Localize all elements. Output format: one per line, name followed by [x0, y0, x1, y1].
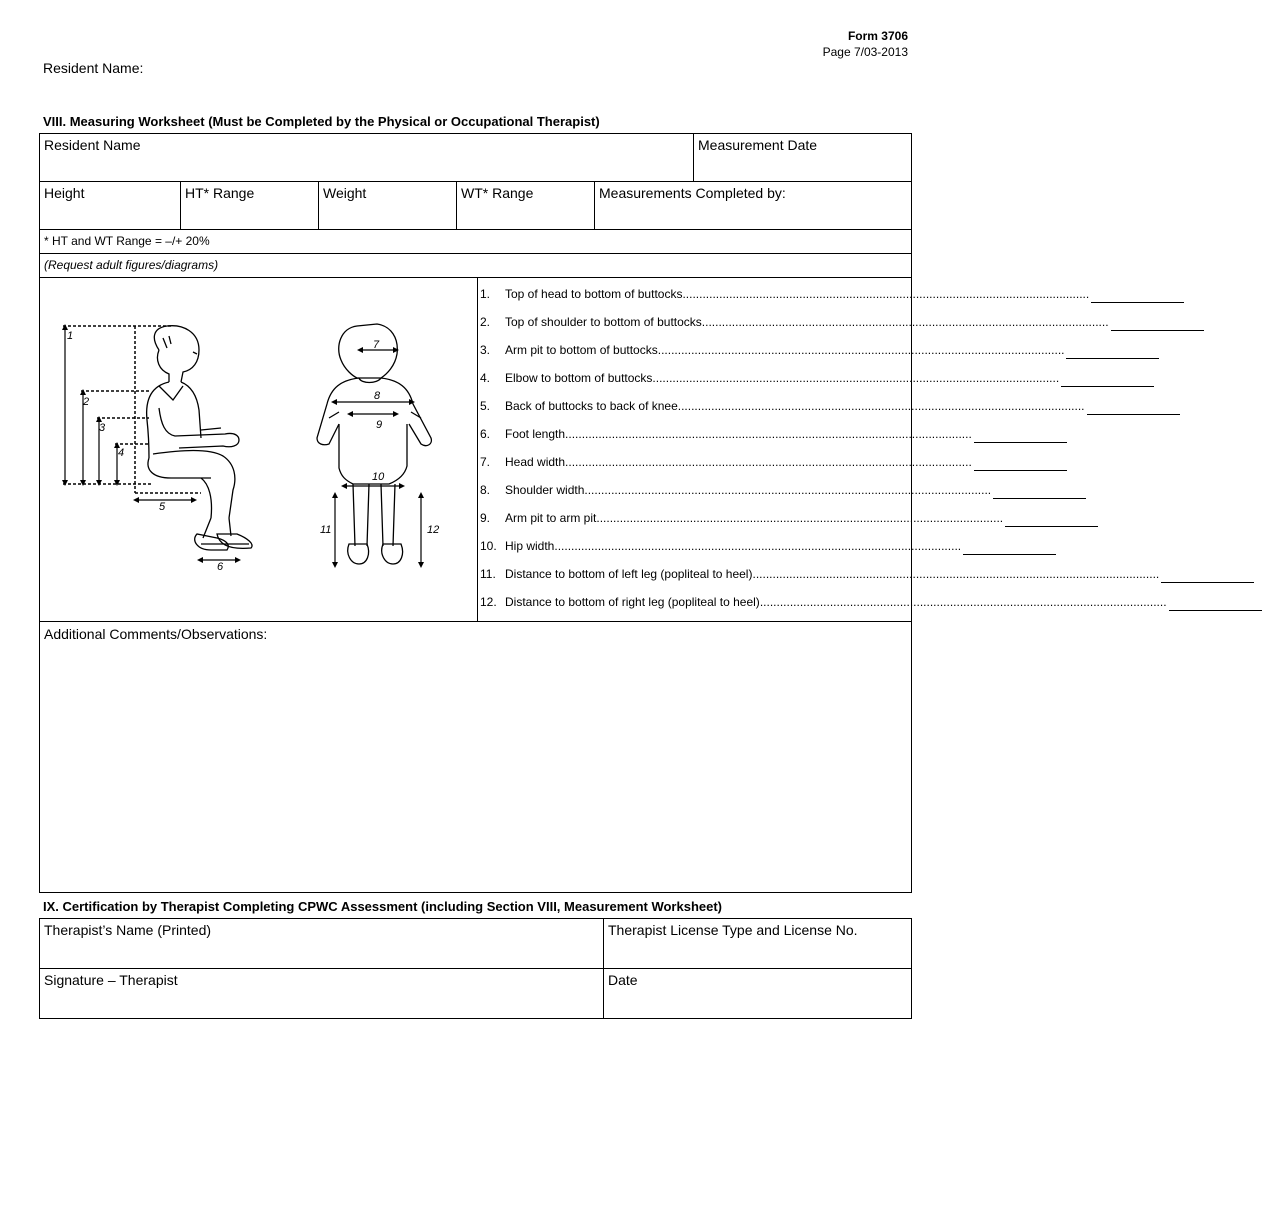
diagram-label: 7 [373, 339, 380, 351]
resident-name-label: Resident Name [44, 137, 141, 153]
range-note: * HT and WT Range = –/+ 20% [44, 234, 210, 248]
request-note: (Request adult figures/diagrams) [44, 258, 219, 272]
measurement-value-blank[interactable] [974, 427, 1067, 443]
measurement-item [480, 315, 1109, 343]
leader-dots: .......................................................................................................................... [584, 483, 992, 497]
measurement-value-blank[interactable] [1087, 399, 1180, 415]
measurement-figures-diagram [41, 278, 475, 618]
measurement-label: Elbow to bottom of buttocks [505, 371, 653, 385]
diagram-label: 1 [67, 330, 74, 342]
therapist-name-label: Therapist’s Name (Printed) [44, 922, 212, 938]
measurement-number: 6. [480, 427, 491, 441]
date-label: Date [608, 972, 638, 988]
measurement-label: Foot length [505, 427, 566, 441]
certification-table [39, 918, 912, 1019]
measurement-list [480, 287, 1167, 623]
measurement-number: 7. [480, 455, 491, 469]
resident-name-field[interactable] [40, 134, 694, 182]
measurement-item [480, 287, 1090, 315]
wt-range-field[interactable] [457, 182, 595, 230]
weight-label: Weight [323, 185, 367, 201]
diagram-label: 6 [217, 561, 224, 573]
leader-dots: .......................................................................................................................... [752, 567, 1160, 581]
measurement-item [480, 539, 962, 567]
measurement-item [480, 371, 1060, 399]
measurement-item [480, 399, 1085, 427]
leader-dots: .......................................................................................................................... [759, 595, 1167, 609]
leader-dots: .......................................................................................................................... [682, 287, 1090, 301]
measurement-number: 3. [480, 343, 491, 357]
measurement-value-blank[interactable] [963, 539, 1056, 555]
diagram-label: 2 [83, 396, 90, 408]
height-label: Height [44, 185, 85, 201]
measurement-item [480, 455, 972, 483]
seated-figure-side-view [147, 326, 252, 550]
date-field[interactable] [604, 969, 911, 1018]
measurement-value-blank[interactable] [1066, 343, 1159, 359]
measurement-value-blank[interactable] [1005, 511, 1098, 527]
leader-dots: .......................................................................................................................... [565, 455, 972, 469]
leader-dots: .......................................................................................................................... [554, 539, 962, 553]
measurement-item [480, 595, 1167, 623]
therapist-name-field[interactable] [40, 919, 603, 969]
measurement-label: Distance to bottom of right leg (popliteal to heel) [505, 595, 760, 609]
diagram-label: 8 [374, 390, 381, 402]
measurement-number: 4. [480, 371, 491, 385]
form-number: Form 3706 [847, 29, 908, 43]
leader-dots: .......................................................................................................................... [565, 427, 972, 441]
measurement-item [480, 483, 992, 511]
measurement-item [480, 343, 1065, 371]
license-label: Therapist License Type and License No. [608, 922, 858, 938]
measurement-date-label: Measurement Date [698, 137, 818, 153]
weight-field[interactable] [319, 182, 457, 230]
leader-dots: .......................................................................................................................... [677, 399, 1085, 413]
ht-range-label: HT* Range [185, 185, 255, 201]
measurement-number: 2. [480, 315, 491, 329]
measurement-label: Head width [505, 455, 566, 469]
measurement-value-blank[interactable] [1111, 315, 1204, 331]
ht-range-field[interactable] [181, 182, 319, 230]
measurement-label: Distance to bottom of left leg (popliteal to heel) [505, 567, 753, 581]
measurement-label: Arm pit to arm pit [505, 511, 597, 525]
completed-by-label: Measurements Completed by: [599, 185, 786, 201]
leader-dots: .......................................................................................................................... [652, 371, 1060, 385]
leader-dots: .......................................................................................................................... [596, 511, 1004, 525]
wt-range-label: WT* Range [461, 185, 534, 201]
measurement-label: Hip width [505, 539, 555, 553]
section-8-title: VIII. Measuring Worksheet (Must be Completed by the Physical or Occupational Therapist) [43, 114, 600, 129]
completed-by-field[interactable] [595, 182, 912, 230]
measurement-number: 10. [480, 539, 497, 553]
diagram-label: 11 [320, 524, 332, 536]
measurement-item [480, 427, 972, 455]
measurement-value-blank[interactable] [1169, 595, 1262, 611]
comments-label: Additional Comments/Observations: [44, 626, 268, 642]
measurement-number: 12. [480, 595, 497, 609]
resident-name-header-label: Resident Name: [43, 60, 144, 76]
measurement-number: 5. [480, 399, 491, 413]
measurement-number: 8. [480, 483, 491, 497]
measurement-label: Top of shoulder to bottom of buttocks [505, 315, 702, 329]
measurement-value-blank[interactable] [1161, 567, 1254, 583]
leader-dots: .......................................................................................................................... [657, 343, 1065, 357]
height-field[interactable] [40, 182, 181, 230]
leader-dots: .......................................................................................................................... [701, 315, 1109, 329]
signature-field[interactable] [40, 969, 603, 1018]
measurement-date-field[interactable] [694, 134, 912, 182]
diagram-label: 4 [118, 447, 125, 459]
measurement-item [480, 567, 1160, 595]
measurement-label: Shoulder width [505, 483, 585, 497]
standing-figure-back-view [317, 324, 431, 564]
measurement-number: 1. [480, 287, 491, 301]
measurement-number: 11. [480, 567, 496, 581]
page-info: Page 7/03-2013 [822, 45, 908, 59]
measurement-value-blank[interactable] [1091, 287, 1184, 303]
measurement-label: Arm pit to bottom of buttocks [505, 343, 658, 357]
measurement-label: Top of head to bottom of buttocks [505, 287, 683, 301]
diagram-label: 3 [99, 422, 106, 434]
diagram-label: 12 [427, 524, 440, 536]
diagram-label: 5 [159, 501, 166, 513]
measurement-item [480, 511, 1004, 539]
comments-field[interactable] [40, 623, 911, 891]
diagram-label: 10 [372, 471, 385, 483]
measurement-value-blank[interactable] [1061, 371, 1154, 387]
measurement-label: Back of buttocks to back of knee [505, 399, 678, 413]
measurement-value-blank[interactable] [993, 483, 1086, 499]
license-field[interactable] [604, 919, 911, 969]
measurement-value-blank[interactable] [974, 455, 1067, 471]
measurement-number: 9. [480, 511, 491, 525]
section-9-title: IX. Certification by Therapist Completing CPWC Assessment (including Section VIII, Measurement Worksheet) [43, 899, 723, 914]
diagram-label: 9 [376, 419, 383, 431]
signature-label: Signature – Therapist [44, 972, 178, 988]
